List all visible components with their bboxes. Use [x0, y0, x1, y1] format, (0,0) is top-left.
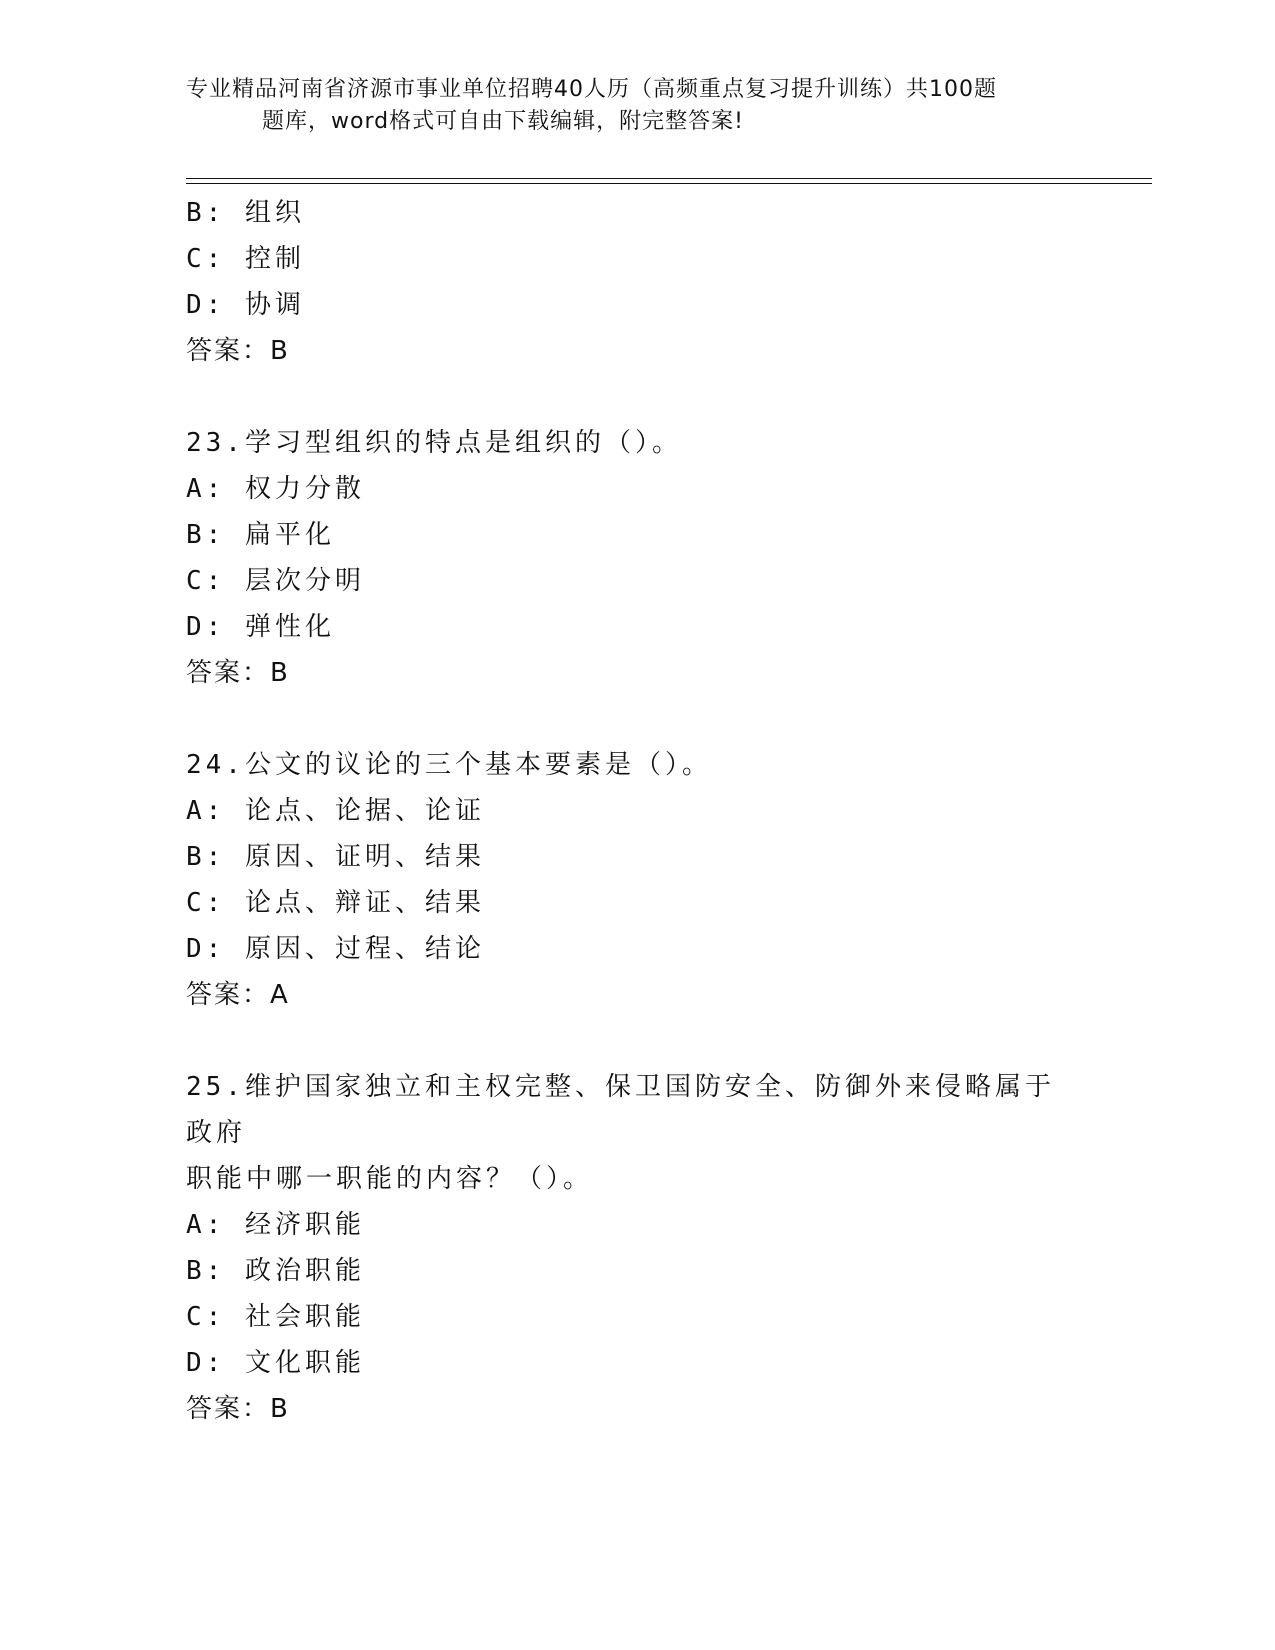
option-c: C: 社会职能	[186, 1302, 365, 1332]
header-rule-bottom	[186, 183, 1152, 184]
question-text-line-2: 职能中哪一职能的内容？（）。	[186, 1164, 594, 1194]
document-header	[186, 74, 1086, 138]
option-b: B: 组织	[186, 198, 305, 228]
spacer	[186, 374, 1086, 420]
question-text-line-1: 25.维护国家独立和主权完整、保卫国防安全、防御外来侵略属于政府	[186, 1072, 1055, 1148]
option-d: D: 文化职能	[186, 1348, 365, 1378]
option-b: B: 政治职能	[186, 1256, 365, 1286]
option-a: A: 经济职能	[186, 1210, 365, 1240]
header-line-1: 专业精品河南省济源市事业单位招聘40人历（高频重点复习提升训练）共100题	[186, 77, 997, 102]
option-b: B: 扁平化	[186, 520, 335, 550]
option-d: D: 弹性化	[186, 612, 335, 642]
answer-line: 答案：B	[186, 658, 290, 688]
option-c: C: 论点、辩证、结果	[186, 888, 485, 918]
option-b: B: 原因、证明、结果	[186, 842, 485, 872]
question-block-25	[186, 1064, 1086, 1432]
answer-line: 答案：B	[186, 1394, 290, 1424]
option-a: A: 权力分散	[186, 474, 365, 504]
answer-line: 答案：B	[186, 336, 290, 366]
option-d: D: 原因、过程、结论	[186, 934, 485, 964]
option-d: D: 协调	[186, 290, 305, 320]
question-block-previous	[186, 190, 1086, 374]
header-line-2: 题库，word格式可自由下载编辑，附完整答案!	[262, 109, 744, 134]
question-text: 23.学习型组织的特点是组织的（）。	[186, 428, 682, 458]
question-block-24	[186, 742, 1086, 1018]
option-a: A: 论点、论据、论证	[186, 796, 485, 826]
question-text: 24.公文的议论的三个基本要素是（）。	[186, 750, 712, 780]
spacer	[186, 696, 1086, 742]
option-c: C: 控制	[186, 244, 305, 274]
spacer	[186, 1018, 1086, 1064]
question-block-23	[186, 420, 1086, 696]
option-c: C: 层次分明	[186, 566, 365, 596]
header-rule-top	[186, 178, 1152, 179]
answer-line: 答案：A	[186, 980, 290, 1010]
document-body	[186, 190, 1086, 1432]
